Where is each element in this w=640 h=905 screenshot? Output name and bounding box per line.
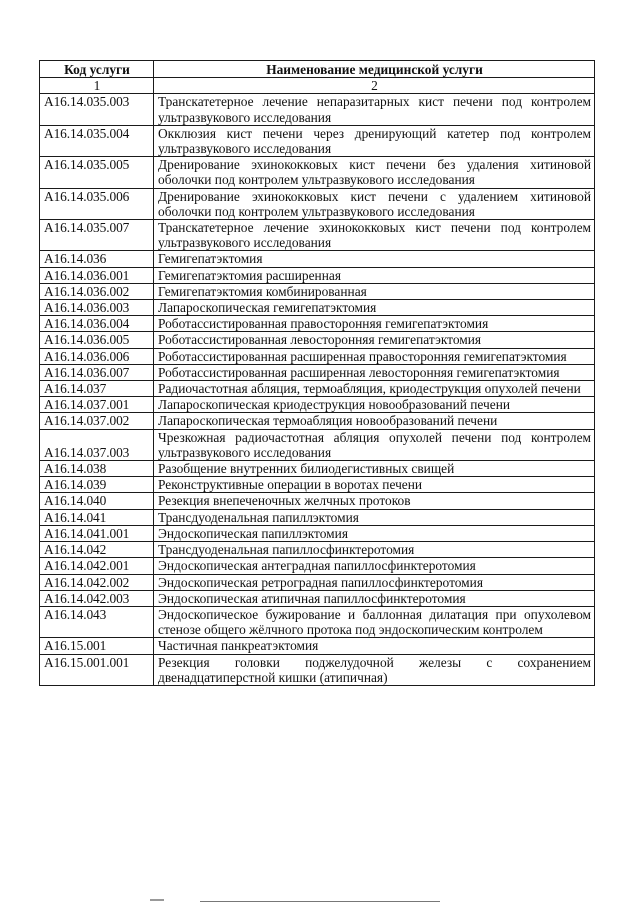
table-row <box>40 574 595 590</box>
service-code: A16.14.036.005 <box>40 332 154 348</box>
service-name: Резекция внепеченочных желчных протоков <box>154 493 595 509</box>
service-code: A16.14.036.002 <box>40 283 154 299</box>
service-code: A16.14.035.007 <box>40 220 154 251</box>
table-row <box>40 364 595 380</box>
header-name: Наименование медицинской услуги <box>154 61 595 78</box>
service-code: A16.14.035.004 <box>40 125 154 156</box>
header-row <box>40 61 595 78</box>
table-row <box>40 525 595 541</box>
service-name: Трансдуоденальная папиллосфинктеротомия <box>154 542 595 558</box>
service-code: A16.14.036 <box>40 251 154 267</box>
table-row <box>40 283 595 299</box>
table-row <box>40 509 595 525</box>
service-name: Эндоскопическая папиллэктомия <box>154 525 595 541</box>
service-code: A16.14.042 <box>40 542 154 558</box>
table-body <box>40 94 595 686</box>
service-name: Резекция головки поджелудочной железы с сохранением двенадцатиперстной кишки (атипичная) <box>154 654 595 685</box>
service-code: A16.14.037.002 <box>40 413 154 429</box>
table-row <box>40 267 595 283</box>
service-code: A16.14.036.006 <box>40 348 154 364</box>
service-code: A16.14.042.001 <box>40 558 154 574</box>
header-code: Код услуги <box>40 61 154 78</box>
table-row <box>40 542 595 558</box>
service-name: Разобщение внутренних билиодегистивных свищей <box>154 461 595 477</box>
column-number-row <box>40 78 595 94</box>
service-name: Эндоскопическая антеградная папиллосфинктеротомия <box>154 558 595 574</box>
service-code: A16.14.037 <box>40 381 154 397</box>
service-code: A16.15.001.001 <box>40 654 154 685</box>
table-row <box>40 413 595 429</box>
service-name: Роботассистированная левосторонняя гемигепатэктомия <box>154 332 595 348</box>
table-header <box>40 61 595 94</box>
table-row <box>40 251 595 267</box>
footer-mark <box>150 899 164 901</box>
service-name: Эндоскопическая атипичная папиллосфинктеротомия <box>154 590 595 606</box>
table-row <box>40 638 595 654</box>
service-name: Лапароскопическая криодеструкция новообразований печени <box>154 397 595 413</box>
service-code: A16.14.036.003 <box>40 300 154 316</box>
service-name: Роботассистированная расширенная левосторонняя гемигепатэктомия <box>154 364 595 380</box>
column-number-code: 1 <box>40 78 154 94</box>
service-code: A16.14.042.002 <box>40 574 154 590</box>
table-row <box>40 461 595 477</box>
service-code: A16.14.042.003 <box>40 590 154 606</box>
service-code: A16.14.041 <box>40 509 154 525</box>
service-name: Дренирование эхинококковых кист печени без удаления хитиновой оболочки под контролем ультразвукового исследования <box>154 157 595 188</box>
service-code: A16.14.039 <box>40 477 154 493</box>
service-code: A16.14.041.001 <box>40 525 154 541</box>
service-code: A16.14.036.004 <box>40 316 154 332</box>
footer-line <box>200 901 440 903</box>
table-row <box>40 332 595 348</box>
table-row <box>40 125 595 156</box>
table-row <box>40 220 595 251</box>
service-name: Роботассистированная правосторонняя гемигепатэктомия <box>154 316 595 332</box>
service-code: A16.14.040 <box>40 493 154 509</box>
service-code: A16.14.037.003 <box>40 429 154 460</box>
table-row <box>40 493 595 509</box>
service-code: A16.14.038 <box>40 461 154 477</box>
table-row <box>40 558 595 574</box>
service-name: Эндоскопическая ретроградная папиллосфинктеротомия <box>154 574 595 590</box>
table-row <box>40 654 595 685</box>
service-code: A16.14.035.006 <box>40 188 154 219</box>
table-row <box>40 477 595 493</box>
table-row <box>40 188 595 219</box>
service-code: A16.14.043 <box>40 606 154 637</box>
table-row <box>40 94 595 125</box>
service-code: A16.14.037.001 <box>40 397 154 413</box>
service-code: A16.15.001 <box>40 638 154 654</box>
service-name: Роботассистированная расширенная правосторонняя гемигепатэктомия <box>154 348 595 364</box>
service-name: Транскатетерное лечение эхинококковых кист печени под контролем ультразвукового исследования <box>154 220 595 251</box>
column-number-name: 2 <box>154 78 595 94</box>
table-row <box>40 429 595 460</box>
table-row <box>40 381 595 397</box>
service-name: Дренирование эхинококковых кист печени с удалением хитиновой оболочки под контролем ультразвукового исследования <box>154 188 595 219</box>
service-name: Гемигепатэктомия <box>154 251 595 267</box>
service-name: Радиочастотная абляция, термоабляция, криодеструкция опухолей печени <box>154 381 595 397</box>
service-code: A16.14.036.007 <box>40 364 154 380</box>
medical-services-table <box>39 60 595 686</box>
table-row <box>40 300 595 316</box>
service-name: Частичная панкреатэктомия <box>154 638 595 654</box>
service-name: Гемигепатэктомия расширенная <box>154 267 595 283</box>
service-code: A16.14.035.003 <box>40 94 154 125</box>
service-name: Транскатетерное лечение непаразитарных кист печени под контролем ультразвукового исследования <box>154 94 595 125</box>
table-row <box>40 348 595 364</box>
service-name: Реконструктивные операции в воротах печени <box>154 477 595 493</box>
service-name: Лапароскопическая термоабляция новообразований печени <box>154 413 595 429</box>
service-code: A16.14.036.001 <box>40 267 154 283</box>
service-name: Чрезкожная радиочастотная абляция опухолей печени под контролем ультразвукового исследования <box>154 429 595 460</box>
table-row <box>40 590 595 606</box>
table-row <box>40 397 595 413</box>
service-name: Эндоскопическое бужирование и баллонная дилатация при опухолевом стенозе общего жёлчного протока под эндоскопическим контролем <box>154 606 595 637</box>
service-name: Окклюзия кист печени через дренирующий катетер под контролем ультразвукового исследования <box>154 125 595 156</box>
service-name: Лапароскопическая гемигепатэктомия <box>154 300 595 316</box>
table-row <box>40 316 595 332</box>
table-row <box>40 606 595 637</box>
service-code: A16.14.035.005 <box>40 157 154 188</box>
service-name: Гемигепатэктомия комбинированная <box>154 283 595 299</box>
table-row <box>40 157 595 188</box>
service-name: Трансдуоденальная папиллэктомия <box>154 509 595 525</box>
